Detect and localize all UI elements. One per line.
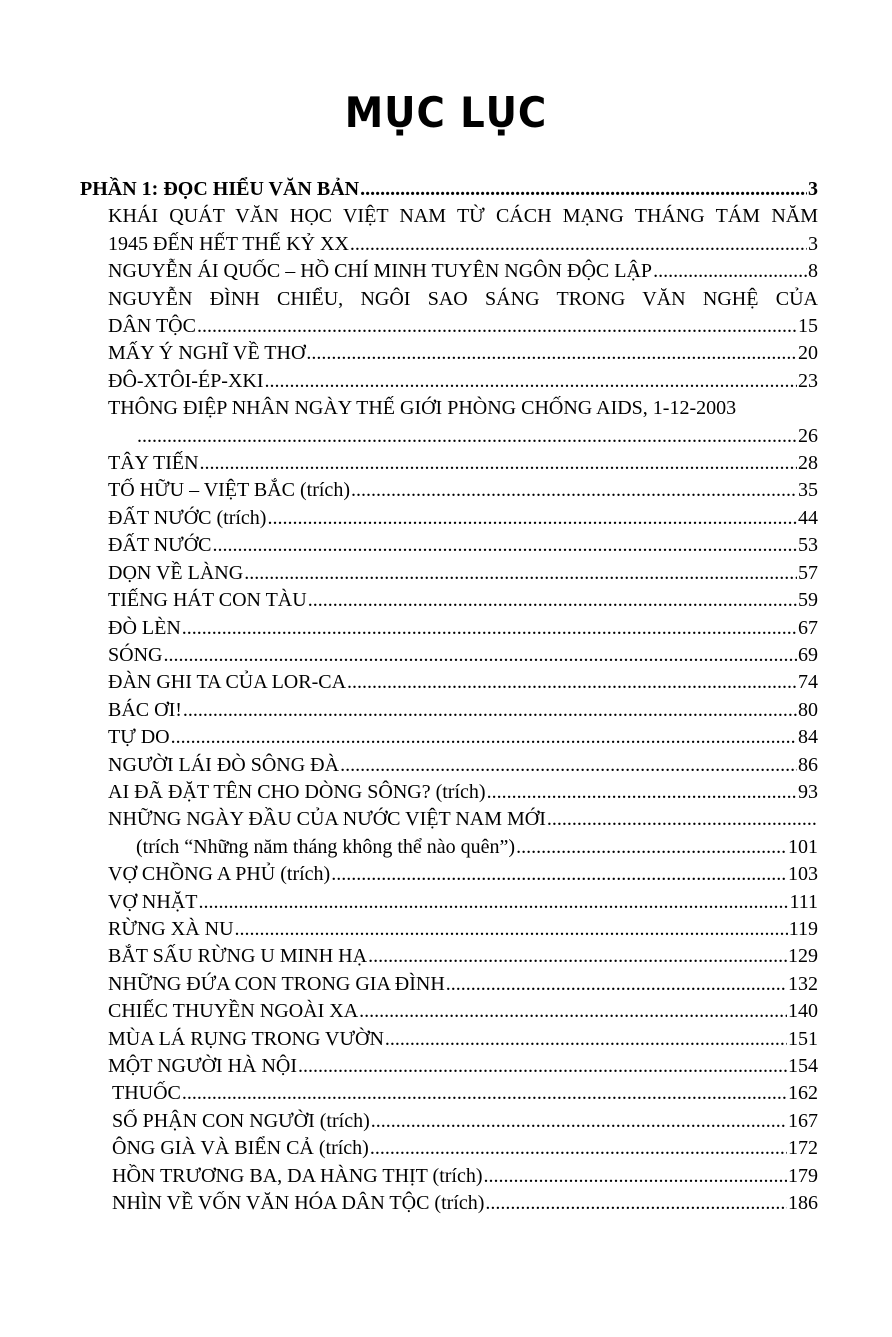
entry-title: NHỮNG ĐỨA CON TRONG GIA ĐÌNH xyxy=(108,972,445,995)
entry-title: BÁC ƠI! xyxy=(108,698,182,721)
page-number: 3 xyxy=(808,178,818,200)
toc-entry[interactable] xyxy=(80,286,818,341)
dot-leader xyxy=(267,505,797,532)
page-number: 15 xyxy=(798,315,818,338)
toc-entry[interactable] xyxy=(80,615,818,642)
dot-leader xyxy=(370,1135,787,1162)
entry-title: TÂY TIẾN xyxy=(108,452,199,475)
toc-line xyxy=(80,615,818,642)
page-number: 111 xyxy=(789,890,818,913)
dot-leader xyxy=(547,806,817,833)
toc-entry[interactable] xyxy=(80,998,818,1025)
toc-line xyxy=(80,697,818,724)
toc-entry[interactable] xyxy=(80,505,818,532)
entry-title: ĐẤT NƯỚC (trích) xyxy=(108,506,267,529)
page-number: 69 xyxy=(798,643,818,666)
page-number: 84 xyxy=(798,726,818,749)
entry-title: SÓNG xyxy=(108,643,163,666)
toc-line xyxy=(80,779,818,806)
dot-leader xyxy=(516,834,787,861)
entry-title: ÔNG GIÀ VÀ BIỂN CẢ (trích) xyxy=(112,1137,369,1160)
toc-line xyxy=(80,1135,818,1162)
toc-entry[interactable] xyxy=(80,395,818,450)
dot-leader xyxy=(653,258,807,285)
entry-title: CHIẾC THUYỀN NGOÀI XA xyxy=(108,1000,359,1023)
entry-title: ĐÀN GHI TA CỦA LOR-CA xyxy=(108,671,347,694)
toc-entry[interactable] xyxy=(80,258,818,285)
page-number: 101 xyxy=(788,835,818,858)
toc-line xyxy=(80,477,818,504)
dot-leader xyxy=(347,669,797,696)
toc-entry[interactable] xyxy=(80,477,818,504)
page-number: 74 xyxy=(798,671,818,694)
dot-leader xyxy=(137,423,797,450)
toc-line xyxy=(80,532,818,559)
toc-entry[interactable] xyxy=(80,1135,818,1162)
dot-leader xyxy=(446,971,787,998)
toc-line xyxy=(80,916,818,943)
dot-leader xyxy=(359,998,787,1025)
toc-line xyxy=(80,1190,818,1217)
toc-line xyxy=(80,313,818,340)
toc-line xyxy=(80,752,818,779)
dot-leader xyxy=(197,313,797,340)
toc-part-1[interactable] xyxy=(80,176,818,203)
entry-title: THÔNG ĐIỆP NHÂN NGÀY THẾ GIỚI PHÒNG CHỐNG AIDS, 1-12-2003 xyxy=(108,397,737,420)
page-number: 3 xyxy=(808,232,818,255)
toc-entry[interactable] xyxy=(80,916,818,943)
entry-title: SỐ PHẬN CON NGƯỜI (trích) xyxy=(112,1109,370,1132)
page-number: 93 xyxy=(798,780,818,803)
page-number: 23 xyxy=(798,369,818,392)
toc-entry[interactable] xyxy=(80,889,818,916)
entry-title: ĐÒ LÈN xyxy=(108,616,181,639)
entry-title: ĐẤT NƯỚC xyxy=(108,534,212,557)
entry-title: RỪNG XÀ NU xyxy=(108,917,234,940)
toc-entry[interactable] xyxy=(80,806,818,861)
toc-entry[interactable] xyxy=(80,1080,818,1107)
toc-line xyxy=(80,834,818,861)
dot-leader xyxy=(360,176,807,203)
entry-title: NHỮNG NGÀY ĐẦU CỦA NƯỚC VIỆT NAM MỚI xyxy=(108,808,546,831)
dot-leader xyxy=(484,1163,788,1190)
page-number: 179 xyxy=(788,1164,818,1187)
entry-title: VỢ CHỒNG A PHỦ (trích) xyxy=(108,863,331,886)
dot-leader xyxy=(213,532,798,559)
dot-leader xyxy=(298,1053,787,1080)
entry-title: TỐ HỮU – VIỆT BẮC (trích) xyxy=(108,479,350,502)
dot-leader xyxy=(265,368,797,395)
page-number: 154 xyxy=(788,1055,818,1077)
dot-leader xyxy=(182,1080,787,1107)
page-number: 162 xyxy=(788,1082,818,1105)
entry-title: DÂN TỘC xyxy=(108,315,196,338)
toc-line xyxy=(80,1026,818,1053)
toc-line xyxy=(80,340,818,367)
dot-leader xyxy=(308,587,797,614)
table-of-contents xyxy=(80,176,818,1217)
toc-line xyxy=(80,1053,818,1080)
entry-title: ĐÔ-XTÔI-ÉP-XKI xyxy=(108,369,264,392)
toc-line xyxy=(80,642,818,669)
toc-entry[interactable] xyxy=(80,724,818,751)
page-number: 59 xyxy=(798,589,818,612)
dot-leader xyxy=(235,916,788,943)
toc-line xyxy=(80,505,818,532)
toc-line xyxy=(80,861,818,888)
toc-line xyxy=(80,889,818,916)
entry-title: NGUYỄN ÁI QUỐC – HỒ CHÍ MINH TUYÊN NGÔN ĐỘC LẬP xyxy=(108,260,653,283)
entry-title: DỌN VỀ LÀNG xyxy=(108,561,244,584)
toc-line xyxy=(80,1080,818,1107)
dot-leader xyxy=(200,450,797,477)
page-number: 80 xyxy=(798,698,818,721)
entry-title: VỢ NHẶT xyxy=(108,890,198,913)
page-number: 167 xyxy=(788,1109,818,1132)
toc-line xyxy=(80,258,818,285)
toc-entry[interactable] xyxy=(80,532,818,559)
page-number: 129 xyxy=(788,945,818,968)
dot-leader xyxy=(351,477,797,504)
page-number: 140 xyxy=(788,1000,818,1023)
entry-title: TỰ DO xyxy=(108,726,170,749)
toc-entry[interactable] xyxy=(80,669,818,696)
entry-title: THUỐC xyxy=(112,1082,181,1105)
page-number: 86 xyxy=(798,753,818,776)
toc-entry[interactable] xyxy=(80,368,818,395)
toc-entry[interactable] xyxy=(80,1108,818,1135)
page-number: 67 xyxy=(798,616,818,639)
page-number: 132 xyxy=(788,972,818,995)
page-number: 103 xyxy=(788,863,818,886)
dot-leader xyxy=(182,615,797,642)
toc-entry[interactable] xyxy=(80,943,818,970)
dot-leader xyxy=(385,1026,787,1053)
entry-title: HỒN TRƯƠNG BA, DA HÀNG THỊT (trích) xyxy=(112,1164,483,1187)
toc-entry[interactable] xyxy=(80,779,818,806)
page-number: 26 xyxy=(798,424,818,447)
toc-entry[interactable] xyxy=(80,752,818,779)
toc-line xyxy=(80,587,818,614)
toc-line xyxy=(80,806,818,833)
entry-title: BẮT SẤU RỪNG U MINH HẠ xyxy=(108,945,368,968)
dot-leader xyxy=(183,697,797,724)
entry-title: KHÁI QUÁT VĂN HỌC VIỆT NAM TỪ CÁCH MẠNG THÁNG TÁM NĂM xyxy=(108,205,818,228)
entry-title: AI ĐÃ ĐẶT TÊN CHO DÒNG SÔNG? (trích) xyxy=(108,780,486,803)
dot-leader xyxy=(331,861,787,888)
toc-line xyxy=(80,998,818,1025)
toc-line xyxy=(80,423,818,450)
page-number: 186 xyxy=(788,1192,818,1215)
entry-title: MẤY Ý NGHĨ VỀ THƠ xyxy=(108,342,306,365)
toc-entry[interactable] xyxy=(80,697,818,724)
toc-entry[interactable] xyxy=(80,642,818,669)
page-number: 53 xyxy=(798,534,818,557)
page-number: 119 xyxy=(788,917,818,940)
toc-line xyxy=(80,943,818,970)
dot-leader xyxy=(306,340,797,367)
toc-entry[interactable] xyxy=(80,1163,818,1190)
toc-line xyxy=(80,231,818,258)
entry-title: TIẾNG HÁT CON TÀU xyxy=(108,589,307,612)
toc-line xyxy=(80,450,818,477)
toc-entry[interactable] xyxy=(80,1053,818,1080)
page-number: 35 xyxy=(798,479,818,502)
page-number: 8 xyxy=(808,260,818,283)
toc-entry[interactable] xyxy=(80,1190,818,1217)
toc-entry[interactable] xyxy=(80,450,818,477)
toc-entries xyxy=(80,203,818,1217)
dot-leader xyxy=(163,642,797,669)
toc-line xyxy=(80,669,818,696)
entry-title: NGƯỜI LÁI ĐÒ SÔNG ĐÀ xyxy=(108,753,340,776)
toc-entry[interactable] xyxy=(80,560,818,587)
entry-title: MÙA LÁ RỤNG TRONG VƯỜN xyxy=(108,1027,384,1050)
page-number: 20 xyxy=(798,342,818,365)
page-number: 28 xyxy=(798,452,818,475)
toc-line xyxy=(80,560,818,587)
part-label: PHẦN 1: ĐỌC HIỂU VĂN BẢN xyxy=(80,178,360,200)
toc-entry[interactable] xyxy=(80,861,818,888)
toc-line xyxy=(80,368,818,395)
entry-title: 1945 ĐẾN HẾT THẾ KỶ XX xyxy=(108,232,349,255)
toc-line xyxy=(80,971,818,998)
toc-entry[interactable] xyxy=(80,1026,818,1053)
toc-line xyxy=(80,724,818,751)
toc-entry[interactable] xyxy=(80,203,818,258)
dot-leader xyxy=(350,231,807,258)
toc-line xyxy=(80,1108,818,1135)
page-number: 172 xyxy=(788,1137,818,1160)
entry-title: (trích “Những năm tháng không thể nào quên”) xyxy=(136,835,516,858)
dot-leader xyxy=(244,560,797,587)
page-number: 44 xyxy=(798,506,818,529)
toc-entry[interactable] xyxy=(80,340,818,367)
page-title: MỤC LỤC xyxy=(344,88,548,137)
page-number: 151 xyxy=(788,1027,818,1050)
dot-leader xyxy=(371,1108,787,1135)
dot-leader xyxy=(485,1190,787,1217)
entry-title: NHÌN VỀ VỐN VĂN HÓA DÂN TỘC (trích) xyxy=(112,1192,485,1215)
entry-title: MỘT NGƯỜI HÀ NỘI xyxy=(108,1055,298,1077)
page-number: 57 xyxy=(798,561,818,584)
toc-entry[interactable] xyxy=(80,587,818,614)
dot-leader xyxy=(487,779,797,806)
entry-title: NGUYỄN ĐÌNH CHIỂU, NGÔI SAO SÁNG TRONG VĂN NGHỆ CỦA xyxy=(108,287,818,310)
toc-entry[interactable] xyxy=(80,971,818,998)
toc-line xyxy=(80,1163,818,1190)
dot-leader xyxy=(340,752,797,779)
dot-leader xyxy=(198,889,788,916)
dot-leader xyxy=(171,724,797,751)
dot-leader xyxy=(368,943,787,970)
